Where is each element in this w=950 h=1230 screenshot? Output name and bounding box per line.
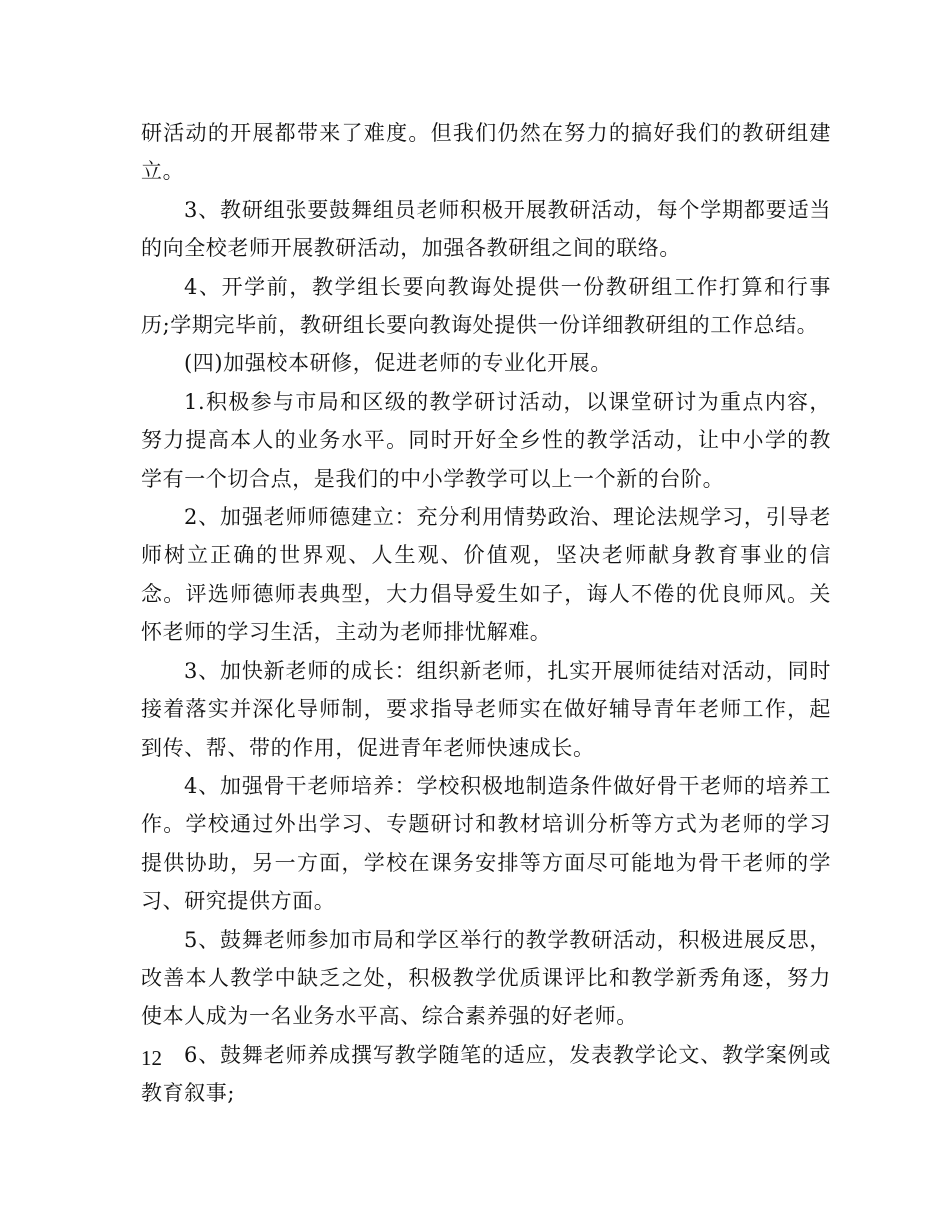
paragraph-item-4: 4、开学前，教学组长要向教诲处提供一份教研组工作打算和行事历;学期完毕前，教研组长要向教诲处提供一份详细教研组的工作总结。 xyxy=(141,274,831,338)
paragraph-continuation: 研活动的开展都带来了难度。但我们仍然在努力的搞好我们的教研组建立。 xyxy=(141,121,831,184)
paragraph-item-6: 6、鼓舞老师养成撰写教学随笔的适应，发表教学论文、教学案例或教育叙事; xyxy=(141,1042,831,1106)
paragraph-item-3b: 3、加快新老师的成长：组织新老师，扎实开展师徒结对活动，同时接着落实并深化导师制，要求指导老师实在做好辅导青年老师工作，起到传、帮、带的作用，促进青年老师快速成长。 xyxy=(141,658,831,760)
paragraph-item-2: 2、加强老师师德建立：充分利用情势政治、理论法规学习，引导老师树立正确的世界观、人生观、价值观，坚决老师献身教育事业的信念。评选师德师表典型，大力倡导爱生如子，诲人不倦的优良师风。关怀老师的学习生活，主动为老师排忧解难。 xyxy=(141,505,831,645)
paragraph-item-1: 1.积极参与市局和区级的教学研讨活动，以课堂研讨为重点内容，努力提高本人的业务水平。同时开好全乡性的教学活动，让中小学的教学有一个切合点，是我们的中小学教学可以上一个新的台阶。 xyxy=(141,389,831,491)
document-body xyxy=(141,114,831,1113)
paragraph-item-5: 5、鼓舞老师参加市局和学区举行的教学教研活动，积极进展反思，改善本人教学中缺乏之处，积极教学优质课评比和教学新秀角逐，努力使本人成为一名业务水平高、综合素养强的好老师。 xyxy=(141,927,831,1029)
section-heading: (四)加强校本研修，促进老师的专业化开展。 xyxy=(184,351,612,376)
paragraph-item-4b: 4、加强骨干老师培养：学校积极地制造条件做好骨干老师的培养工作。学校通过外出学习、专题研讨和教材培训分析等方式为老师的学习提供协助，另一方面，学校在课务安排等方面尽可能地为骨干老师的学习、研究提供方面。 xyxy=(141,773,831,914)
paragraph-item-3: 3、教研组张要鼓舞组员老师积极开展教研活动，每个学期都要适当的向全校老师开展教研活动，加强各教研组之间的联络。 xyxy=(141,197,831,261)
page-number: 12 xyxy=(141,1046,162,1070)
